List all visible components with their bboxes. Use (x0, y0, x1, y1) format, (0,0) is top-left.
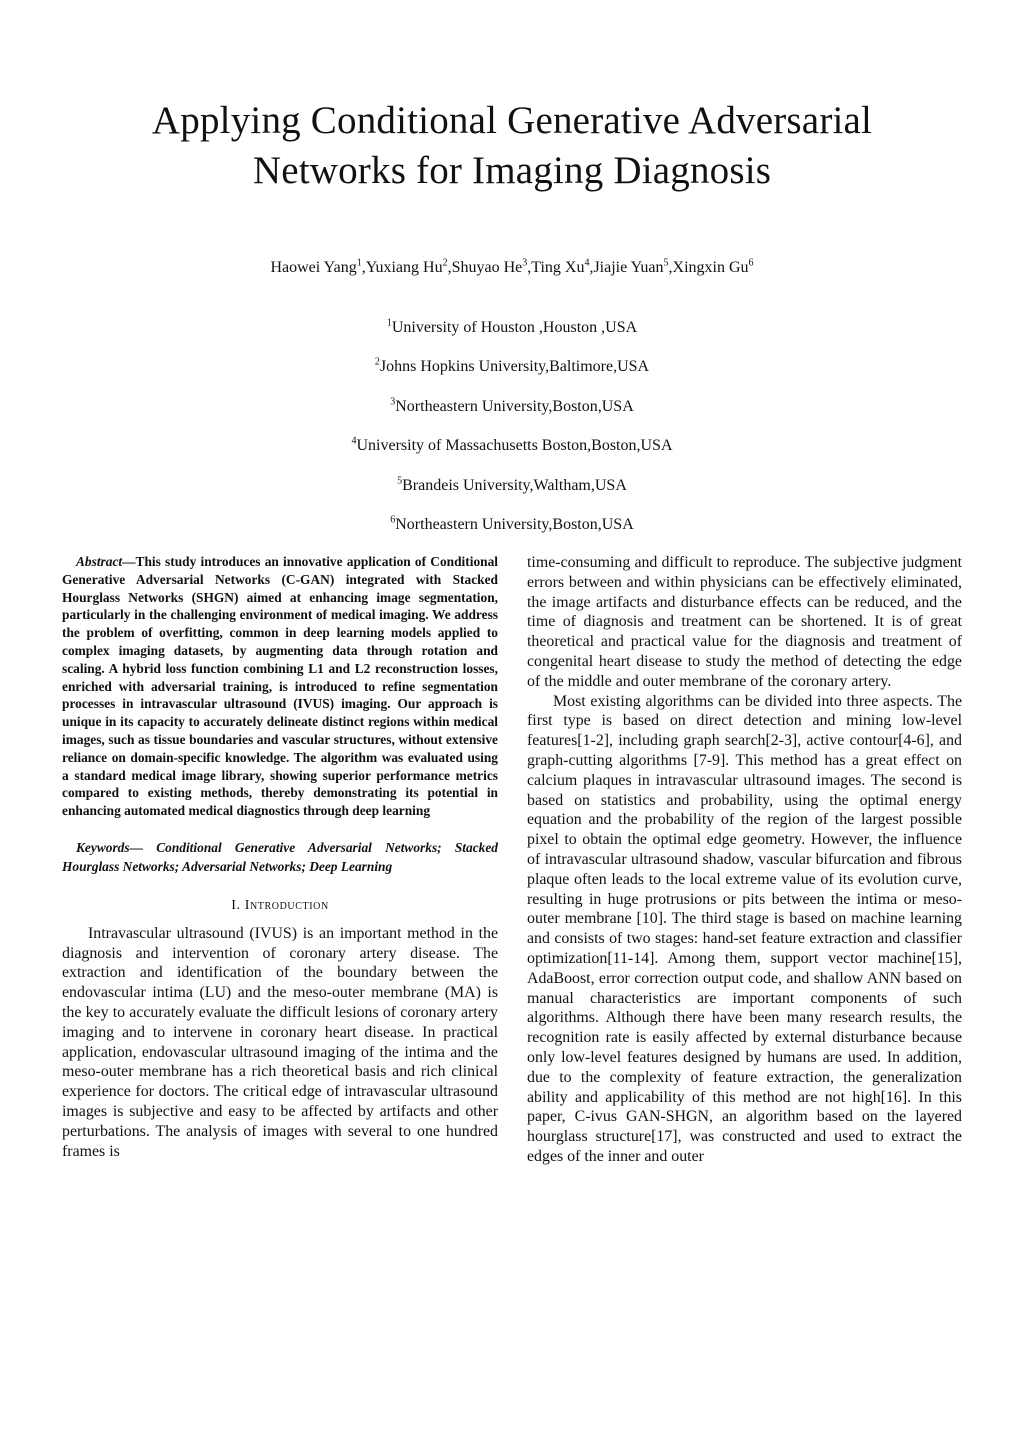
affiliation-text: Brandeis University,Waltham,USA (402, 477, 627, 494)
intro-paragraph-1-continued: time-consuming and difficult to reproduce. The subjective judgment errors between and within physicians can be effectively eliminated, the image artifacts and disturbance effects can be reduced, and the time of diagnosis and treatment can be shortened. It is of great theoretical and practical value for the diagnosis and treatment of congenital heart disease to study the method of detecting the edge of the middle and outer membrane of the coronary artery. (527, 554, 962, 690)
affiliation (60, 515, 964, 535)
title-line-2: Networks for Imaging Diagnosis (252, 149, 772, 192)
affiliation (60, 436, 964, 456)
section-title: Introduction (244, 897, 329, 913)
affiliation-number: 6 (390, 514, 396, 526)
author-number: 1 (356, 257, 362, 269)
keywords-label: Keywords (76, 839, 130, 855)
author-number: 4 (584, 257, 590, 269)
section-number: I. (231, 897, 241, 913)
intro-paragraph-2: Most existing algorithms can be divided into three aspects. The first type is based on direct detection and mining low-level features[1-2], including graph search[2-3], active contour[4-6], and graph-cutting algorithms [7-9]. This method has a great effect on calcium plaques in intravascular ultrasound images. The second is based on statistics and probability, using the optimal energy equation and the probability of the region of the largest possible pixel to obtain the optimal edge geometry. However, the influence of intravascular ultrasound shadow, vascular bifurcation and fibrous plaque often leads to the local extreme value of its evolution curve, resulting in huge protrusions or pits between the intima or meso-outer membrane [10]. The third stage is based on machine learning and consists of two stages: hand-set feature extraction and classifier optimization[11-14]. Among them, support vector machine[15], AdaBoost, error correction output code, and shallow ANN based on manual characteristics are important components of such algorithms. Although there have been many research results, the recognition rate is easily affected by external disturbance because only low-level features designed by humans are used. In addition, due to the complexity of feature extraction, the generalization ability and applicability of this method are not high[16]. In this paper, C-ivus GAN-SHGN, an algorithm based on the layered hourglass structure[17], was constructed and used to extract the edges of the inner and outer (527, 692, 962, 1165)
author-name: Ting Xu (531, 259, 585, 276)
right-column (527, 553, 962, 1167)
affiliation-number: 4 (351, 435, 357, 447)
left-column (62, 553, 498, 1161)
affiliation-number: 1 (386, 317, 392, 329)
abstract-text: —This study introduces an innovative application of Conditional Generative Adversarial Networks (C-GAN) integrated with Stacked Hourglass Networks (SHGN) aimed at enhancing image segmentation, particularly in the challenging environment of medical imaging. We address the problem of overfitting, common in deep learning models applied to complex imaging datasets, by augmenting data through rotation and scaling. A hybrid loss function combining L1 and L2 reconstruction losses, enriched with adversarial training, is introduced to refine segmentation processes in intravascular ultrasound (IVUS) imaging. Our approach is unique in its capacity to accurately delineate distinct regions within medical images, such as tissue boundaries and vascular structures, without extensive reliance on domain-specific knowledge. The algorithm was evaluated using a standard medical image library, showing superior performance metrics compared to existing methods, thereby demonstrating its potential in enhancing automated medical diagnostics through deep learning (62, 554, 498, 819)
author-number: 5 (663, 257, 669, 269)
keywords-text: — Conditional Generative Adversarial Networks; Stacked Hourglass Networks; Adversarial Networks; Deep Learning (62, 839, 498, 874)
keywords (62, 838, 498, 876)
title-line-1: Applying Conditional Generative Adversarial (151, 99, 873, 142)
author-number: 2 (442, 257, 448, 269)
affiliation-text: University of Massachusetts Boston,Boston,USA (356, 437, 673, 454)
intro-paragraph-1: Intravascular ultrasound (IVUS) is an important method in the diagnosis and intervention of coronary artery disease. The extraction and identification of the boundary between the endovascular intima (LU) and the meso-outer membrane (MA) is the key to accurately evaluate the difficult lesions of coronary artery imaging and to intervene in coronary heart disease. In practical application, endovascular ultrasound imaging of the intima and the meso-outer membrane has a rich theoretical basis and rich clinical experience for doctors. The critical edge of intravascular ultrasound images is subjective and easy to be affected by artifacts and other perturbations. The analysis of images with several to one hundred frames is (62, 924, 498, 1160)
affiliation-number: 2 (374, 356, 380, 368)
author-number: 6 (748, 257, 754, 269)
abstract (62, 553, 498, 820)
affiliation-text: Northeastern University,Boston,USA (395, 516, 634, 533)
author-name: Haowei Yang (270, 259, 357, 276)
affiliation (60, 357, 964, 377)
paper-title (60, 96, 964, 196)
author-number: 3 (522, 257, 528, 269)
author-name: Yuxiang Hu (365, 259, 443, 276)
affiliation-number: 3 (390, 396, 396, 408)
affiliation-number: 5 (397, 475, 403, 487)
author-list: Haowei Yang$^1$,Yuxiang Hu$^2$,Shuyao He$^3$,Ting Xu$^4$,Jiajie Yuan$^5$,Xingxin Gu$^6$ (270, 257, 754, 276)
affiliation-text: Johns Hopkins University,Baltimore,USA (379, 358, 650, 375)
author-name: Jiajie Yuan (593, 259, 664, 276)
affiliation-text: Northeastern University,Boston,USA (395, 398, 634, 415)
abstract-label: Abstract (76, 554, 123, 569)
author-name: Xingxin Gu (672, 259, 749, 276)
affiliation (60, 318, 964, 338)
affiliation (60, 397, 964, 417)
section-heading (62, 896, 498, 916)
affiliation-text: University of Houston ,Houston ,USA (391, 319, 638, 336)
affiliation (60, 476, 964, 496)
author-name: Shuyao He (451, 259, 523, 276)
